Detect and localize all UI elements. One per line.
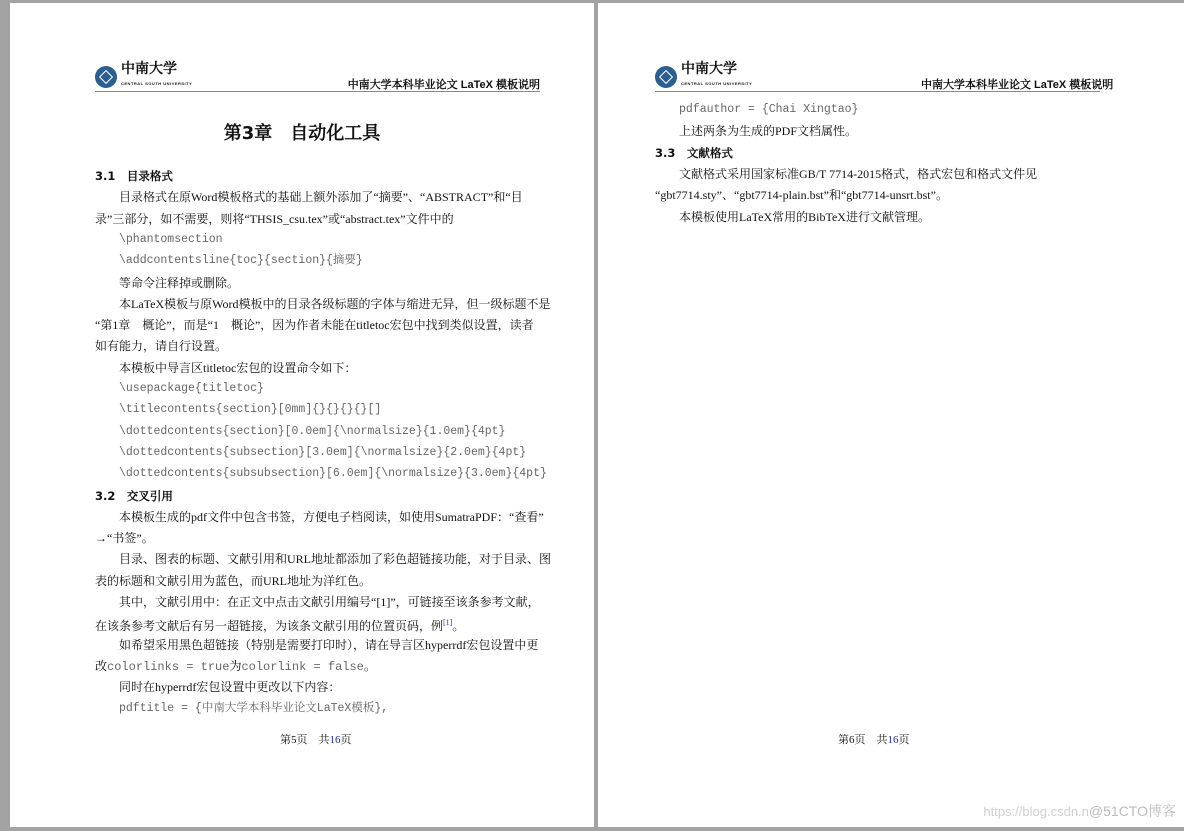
- logo-text: 中南大学: [681, 62, 737, 77]
- page-number: 6: [849, 734, 855, 746]
- text-line: [119, 360, 356, 376]
- text-line: [95, 317, 534, 333]
- university-logo: [655, 63, 752, 91]
- text-line: [119, 275, 239, 291]
- text-run: 等命令注释掉或删除。: [119, 275, 240, 290]
- section-heading: [95, 168, 173, 184]
- text-run: 如有能力，请自行设置。: [95, 339, 228, 354]
- code-line: [119, 381, 264, 397]
- footer-text: 页 共: [854, 734, 888, 746]
- text-line: [119, 679, 340, 695]
- header-rule: [95, 91, 540, 92]
- text-run: \dottedcontents{subsection}[3.0em]{\normalsize}{2.0em}{4pt}: [119, 445, 527, 459]
- text-line: [95, 338, 227, 354]
- text-run: 。: [452, 619, 465, 634]
- text-run: “第1章 概论”，而是“1 概论”，因为作者未能在titletoc宏包中找到类似设置，读者: [95, 318, 534, 333]
- text-run: 。: [363, 658, 376, 673]
- text-line: [119, 594, 540, 610]
- text-run: pdfauthor = {Chai Xingtao}: [679, 103, 859, 116]
- total-pages-link[interactable]: 16: [329, 734, 341, 746]
- total-pages-link[interactable]: 16: [887, 734, 899, 746]
- text-line: [119, 637, 538, 653]
- text-run: 本模板生成的pdf文件中包含书签，方便电子档阅读，如使用SumatraPDF：“查看”: [119, 509, 544, 524]
- text-run: \usepackage{titletoc}: [119, 382, 264, 395]
- page-footer: [838, 731, 910, 747]
- watermark-url: https://blog.csdn.n: [983, 804, 1089, 819]
- text-run: 目录、图表的标题、文献引用和URL地址都添加了彩色超链接功能，对于目录、图: [119, 552, 552, 567]
- text-run: 为: [229, 658, 242, 673]
- text-run: 文献格式采用国家标准GB/T 7714-2015格式，格式宏包和格式文件见: [679, 166, 1038, 181]
- text-line: [679, 209, 930, 225]
- text-line: [119, 296, 551, 312]
- footer-text: 第: [280, 734, 291, 746]
- text-run: 表的标题和文献引用为蓝色，而URL地址为洋红色。: [95, 573, 372, 588]
- text-line: [95, 530, 154, 546]
- text-line: [95, 615, 464, 634]
- text-run: 本模板使用LaTeX常用的BibTeX进行文献管理。: [679, 209, 930, 224]
- watermark-brand: @51CTO博客: [1088, 803, 1176, 819]
- text-run: 录”三部分，如不需要，则将“THSIS_csu.tex”或“abstract.tex”文件中的: [95, 211, 454, 226]
- text-run: 3.1 目录格式: [95, 169, 173, 183]
- text-line: [655, 187, 948, 203]
- footer-text: 页: [340, 734, 352, 746]
- text-line: [679, 166, 1037, 182]
- section-heading: [95, 488, 173, 504]
- text-run: “gbt7714.sty”、“gbt7714-plain.bst”和“gbt7714-unsrt.bst”。: [655, 188, 948, 203]
- text-run: pdftitle = {中南大学本科毕业论文LaTeX模板},: [119, 701, 389, 715]
- text-line: [119, 189, 523, 205]
- text-line: [95, 573, 371, 589]
- text-run: \addcontentsline{toc}{section}{摘要}: [119, 254, 363, 268]
- university-seal-icon: [655, 66, 677, 88]
- text-run: 同时在hyperrdf宏包设置中更改以下内容：: [119, 680, 341, 695]
- logo-subtext: CENTRAL SOUTH UNIVERSITY: [681, 81, 753, 86]
- text-run: colorlink = false: [241, 659, 364, 674]
- text-run: 改: [95, 658, 108, 673]
- logo-text: 中南大学: [121, 62, 177, 77]
- code-line: [119, 402, 381, 418]
- page-number: 5: [291, 734, 297, 746]
- logo-subtext: CENTRAL SOUTH UNIVERSITY: [121, 81, 193, 86]
- university-seal-icon: [95, 66, 117, 88]
- text-run: \titlecontents{section}[0mm]{}{}{}{}[]: [119, 403, 382, 417]
- text-line: [119, 551, 551, 567]
- text-run: 本模板中导言区titletoc宏包的设置命令如下：: [119, 360, 357, 375]
- text-run: \dottedcontents{subsubsection}[6.0em]{\normalsize}{3.0em}{4pt}: [119, 467, 547, 481]
- text-run: 其中，文献引用中：在正文中点击文献引用编号“[1]”，可链接至该条参考文献，: [119, 595, 540, 609]
- pdf-page-6: [598, 3, 1184, 827]
- footer-text: 页: [898, 734, 910, 746]
- code-line: [119, 466, 547, 482]
- text-run: 3.3 文献格式: [655, 145, 733, 160]
- code-line: [119, 232, 223, 248]
- text-line: [95, 211, 454, 227]
- running-header: 中南大学本科毕业论文 LaTeX 模板说明: [347, 79, 540, 91]
- footer-text: 第: [838, 734, 849, 746]
- code-line: [679, 102, 858, 118]
- chapter-title: 第3章 自动化工具: [223, 123, 381, 144]
- code-line: [119, 253, 363, 269]
- text-run: 3.2 交叉引用: [95, 488, 173, 503]
- page-footer: [280, 731, 352, 747]
- text-run: 上述两条为生成的PDF文档属性。: [679, 124, 858, 139]
- text-run: \phantomsection: [119, 232, 223, 246]
- header-rule: [655, 91, 1100, 92]
- text-run: 目录格式在原Word模板格式的基础上额外添加了“摘要”、“ABSTRACT”和“目: [119, 190, 523, 205]
- pdf-page-5: [10, 3, 594, 827]
- text-run: colorlinks = true: [107, 659, 230, 674]
- text-run: 如希望采用黑色超链接（特别是需要打印时），请在导言区hyperrdf宏包设置中更: [119, 637, 539, 652]
- watermark: [983, 801, 1176, 821]
- text-run: →“书签”。: [95, 531, 154, 546]
- text-line: [679, 123, 857, 139]
- text-line: [119, 509, 544, 525]
- text-line: [95, 658, 376, 675]
- code-line: [119, 701, 388, 717]
- text-run: \dottedcontents{section}[0.0em]{\normalsize}{1.0em}{4pt}: [119, 424, 506, 438]
- text-run: 在该条参考文献后有另一超链接，为该条文献引用的位置页码，例: [95, 619, 444, 634]
- code-line: [119, 445, 526, 461]
- running-header: 中南大学本科毕业论文 LaTeX 模板说明: [921, 79, 1114, 91]
- section-heading: [655, 145, 733, 161]
- university-logo: [95, 63, 192, 91]
- footer-text: 页 共: [296, 734, 330, 746]
- code-line: [119, 424, 505, 440]
- text-run: 本LaTeX模板与原Word模板中的目录各级标题的字体与缩进无异，但一级标题不是: [119, 296, 551, 311]
- citation-link[interactable]: [1]: [443, 618, 453, 628]
